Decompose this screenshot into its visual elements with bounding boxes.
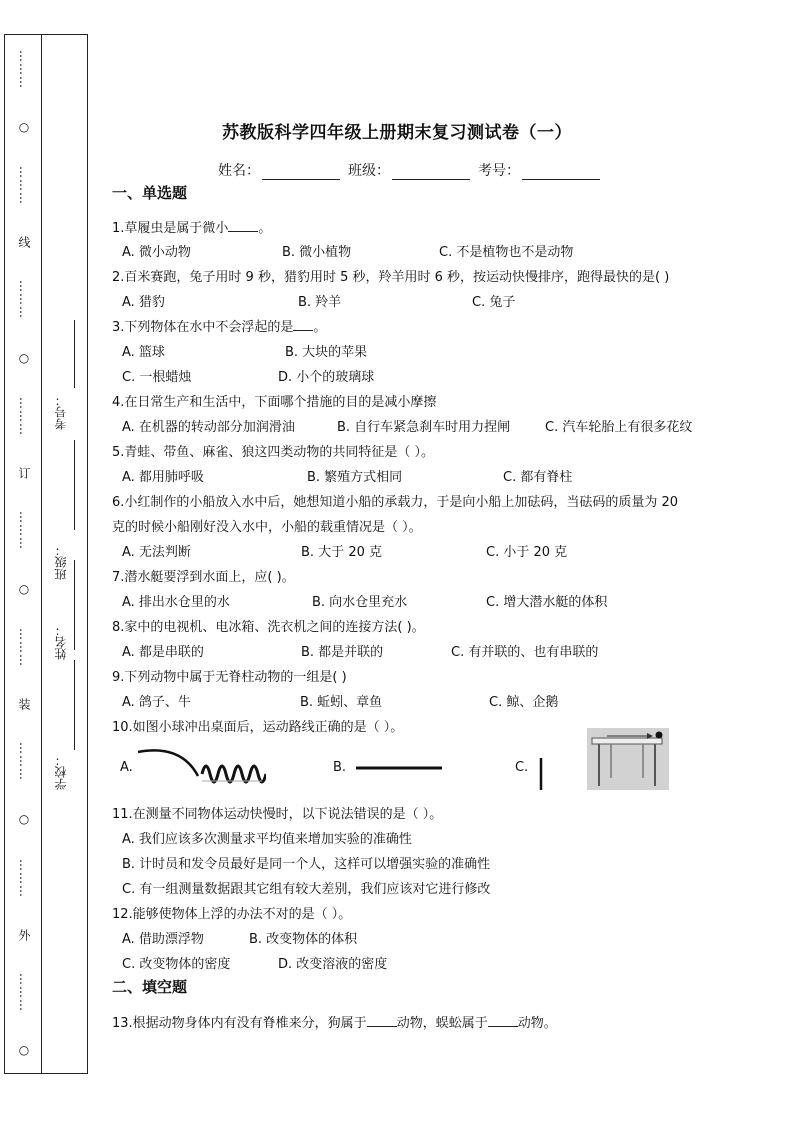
cut-line-column <box>10 34 38 1074</box>
margin-class-line <box>74 440 75 530</box>
question-6-stem-line-2: 克的时候小船刚好没入水中，小船的载重情况是（ ）。 <box>112 520 422 535</box>
question-9-option-c[interactable]: C. 鲸、企鹅 <box>489 695 559 710</box>
question-6-option-a[interactable]: A. 无法判断 <box>122 545 191 560</box>
question-13-stem: 13.根据动物身体内有没有脊椎来分，狗属于 动物，蜈蚣属于 动物。 <box>112 1016 557 1031</box>
cut-line-dots: ……… <box>17 280 31 320</box>
question-10-stem: 10.如图小球冲出桌面后，运动路线正确的是（ ）。 <box>112 720 404 735</box>
section-single-choice: 一、单选题 <box>112 184 188 202</box>
margin-student-info <box>52 320 86 790</box>
cut-line-mark: 线 <box>17 236 31 250</box>
question-3-option-d[interactable]: D. 小个的玻璃球 <box>278 370 375 385</box>
question-9-option-a[interactable]: A. 鸽子、牛 <box>122 695 191 710</box>
question-12-option-d[interactable]: D. 改变溶液的密度 <box>278 957 388 972</box>
page-title: 苏教版科学四年级上册期末复习测试卷（一） <box>222 123 572 143</box>
question-12-option-c[interactable]: C. 改变物体的密度 <box>122 957 231 972</box>
question-9-stem: 9.下列动物中属于无脊柱动物的一组是( ) <box>112 670 347 685</box>
cut-line-mark: 外 <box>17 928 31 942</box>
question-4-option-b[interactable]: B. 自行车紧急刹车时用力捏闸 <box>337 420 511 435</box>
circle-mark-icon: ○ <box>17 1043 31 1059</box>
question-1-option-c[interactable]: C. 不是植物也不是动物 <box>439 245 574 260</box>
cut-line-dots: ……… <box>17 742 31 782</box>
question-8-stem: 8.家中的电视机、电冰箱、洗衣机之间的连接方法( )。 <box>112 620 425 635</box>
question-2-option-b[interactable]: B. 羚羊 <box>298 295 342 310</box>
question-10-option-b[interactable]: B. <box>333 760 347 775</box>
question-11-stem: 11.在测量不同物体运动快慢时，以下说法错误的是（ ）。 <box>112 807 443 822</box>
circle-mark-icon: ○ <box>17 581 31 597</box>
section-fill-blank: 二、填空题 <box>112 978 188 996</box>
class-label: 班级： <box>348 163 390 179</box>
question-6-option-c[interactable]: C. 小于 20 克 <box>486 545 568 560</box>
answer-blank[interactable] <box>228 220 258 232</box>
circle-mark-icon: ○ <box>17 350 31 366</box>
cut-line-dots: ……… <box>17 858 31 898</box>
question-3-stem: 3.下列物体在水中不会浮起的是 。 <box>112 320 327 335</box>
question-7-option-c[interactable]: C. 增大潜水艇的体积 <box>486 595 608 610</box>
question-1-option-a[interactable]: A. 微小动物 <box>122 245 191 260</box>
cut-line-dots: ……… <box>17 49 31 89</box>
question-12-option-a[interactable]: A. 借助漂浮物 <box>122 932 204 947</box>
question-12-stem: 12.能够使物体上浮的办法不对的是（ ）。 <box>112 907 352 922</box>
class-blank[interactable] <box>392 165 470 180</box>
question-1-stem: 1.草履虫是属于微小 。 <box>112 221 272 236</box>
answer-blank[interactable] <box>488 1015 518 1027</box>
question-1-option-b[interactable]: B. 微小植物 <box>282 245 352 260</box>
cut-line-dots: ……… <box>17 511 31 551</box>
question-5-option-b[interactable]: B. 繁殖方式相同 <box>307 470 403 485</box>
ball-table-diagram <box>587 728 669 790</box>
question-3-option-c[interactable]: C. 一根蜡烛 <box>122 370 192 385</box>
binding-divider <box>41 35 42 1073</box>
exam-no-label: 考号： <box>478 163 520 179</box>
question-7-option-b[interactable]: B. 向水仓里充水 <box>312 595 408 610</box>
margin-school-label: 学校： <box>54 754 68 790</box>
question-3-option-a[interactable]: A. 篮球 <box>122 345 165 360</box>
question-6-option-b[interactable]: B. 大于 20 克 <box>301 545 382 560</box>
question-2-option-a[interactable]: A. 猎豹 <box>122 295 165 310</box>
margin-school-line <box>74 660 75 750</box>
margin-name-label: 姓名： <box>54 624 68 660</box>
question-7-stem: 7.潜水艇要浮到水面上，应( )。 <box>112 570 295 585</box>
name-label: 姓名： <box>218 163 260 179</box>
margin-exam-no-line <box>74 320 75 388</box>
question-11-option-b[interactable]: B. 计时员和发令员最好是同一个人，这样可以增强实验的准确性 <box>122 857 491 872</box>
path-diagram-a <box>136 746 266 788</box>
answer-blank[interactable] <box>293 319 313 331</box>
question-7-option-a[interactable]: A. 排出水仓里的水 <box>122 595 230 610</box>
question-5-stem: 5.青蛙、带鱼、麻雀、狼这四类动物的共同特征是（ ）。 <box>112 445 435 460</box>
question-8-option-b[interactable]: B. 都是并联的 <box>301 645 384 660</box>
student-info-row <box>218 160 608 180</box>
question-3-option-b[interactable]: B. 大块的苹果 <box>285 345 368 360</box>
question-4-option-c[interactable]: C. 汽车轮胎上有很多花纹 <box>545 420 693 435</box>
question-2-option-c[interactable]: C. 兔子 <box>472 295 516 310</box>
question-4-option-a[interactable]: A. 在机器的转动部分加润滑油 <box>122 420 295 435</box>
margin-exam-no-label: 考号： <box>54 394 68 430</box>
name-blank[interactable] <box>262 165 340 180</box>
answer-blank[interactable] <box>367 1015 397 1027</box>
circle-mark-icon: ○ <box>17 812 31 828</box>
question-6-stem-line-1: 6.小红制作的小船放入水中后，她想知道小船的承载力，于是向小船上加砝码，当砝码的质量为 20 <box>112 495 679 510</box>
question-5-option-c[interactable]: C. 都有脊柱 <box>503 470 573 485</box>
circle-mark-icon: ○ <box>17 119 31 135</box>
question-5-option-a[interactable]: A. 都用肺呼吸 <box>122 470 204 485</box>
cut-line-dots: ……… <box>17 973 31 1013</box>
cut-line-dots: ……… <box>17 166 31 206</box>
cut-line-dots: ……… <box>17 396 31 436</box>
cut-line-dots: ……… <box>17 627 31 667</box>
path-diagram-b <box>354 764 444 772</box>
question-10-option-c[interactable]: C. <box>515 760 529 775</box>
exam-no-blank[interactable] <box>522 165 600 180</box>
question-12-option-b[interactable]: B. 改变物体的体积 <box>249 932 358 947</box>
question-11-option-c[interactable]: C. 有一组测量数据跟其它组有较大差别，我们应该对它进行修改 <box>122 882 491 897</box>
cut-line-mark: 订 <box>17 467 31 481</box>
question-11-option-a[interactable]: A. 我们应该多次测量求平均值来增加实验的准确性 <box>122 832 412 847</box>
question-8-option-a[interactable]: A. 都是串联的 <box>122 645 204 660</box>
margin-class-label: 班级： <box>54 544 68 580</box>
question-8-option-c[interactable]: C. 有并联的、也有串联的 <box>451 645 599 660</box>
question-2-stem: 2.百米赛跑，兔子用时 9 秒，猎豹用时 5 秒，羚羊用时 6 秒，按运动快慢排序，跑得最快的是( ) <box>112 270 670 285</box>
margin-name-line <box>74 560 75 650</box>
question-4-stem: 4.在日常生产和生活中，下面哪个措施的目的是减小摩擦 <box>112 395 437 410</box>
question-10-option-a[interactable]: A. <box>120 760 133 775</box>
question-9-option-b[interactable]: B. 蚯蚓、章鱼 <box>300 695 383 710</box>
path-diagram-c <box>537 756 545 792</box>
cut-line-mark: 装 <box>17 698 31 712</box>
